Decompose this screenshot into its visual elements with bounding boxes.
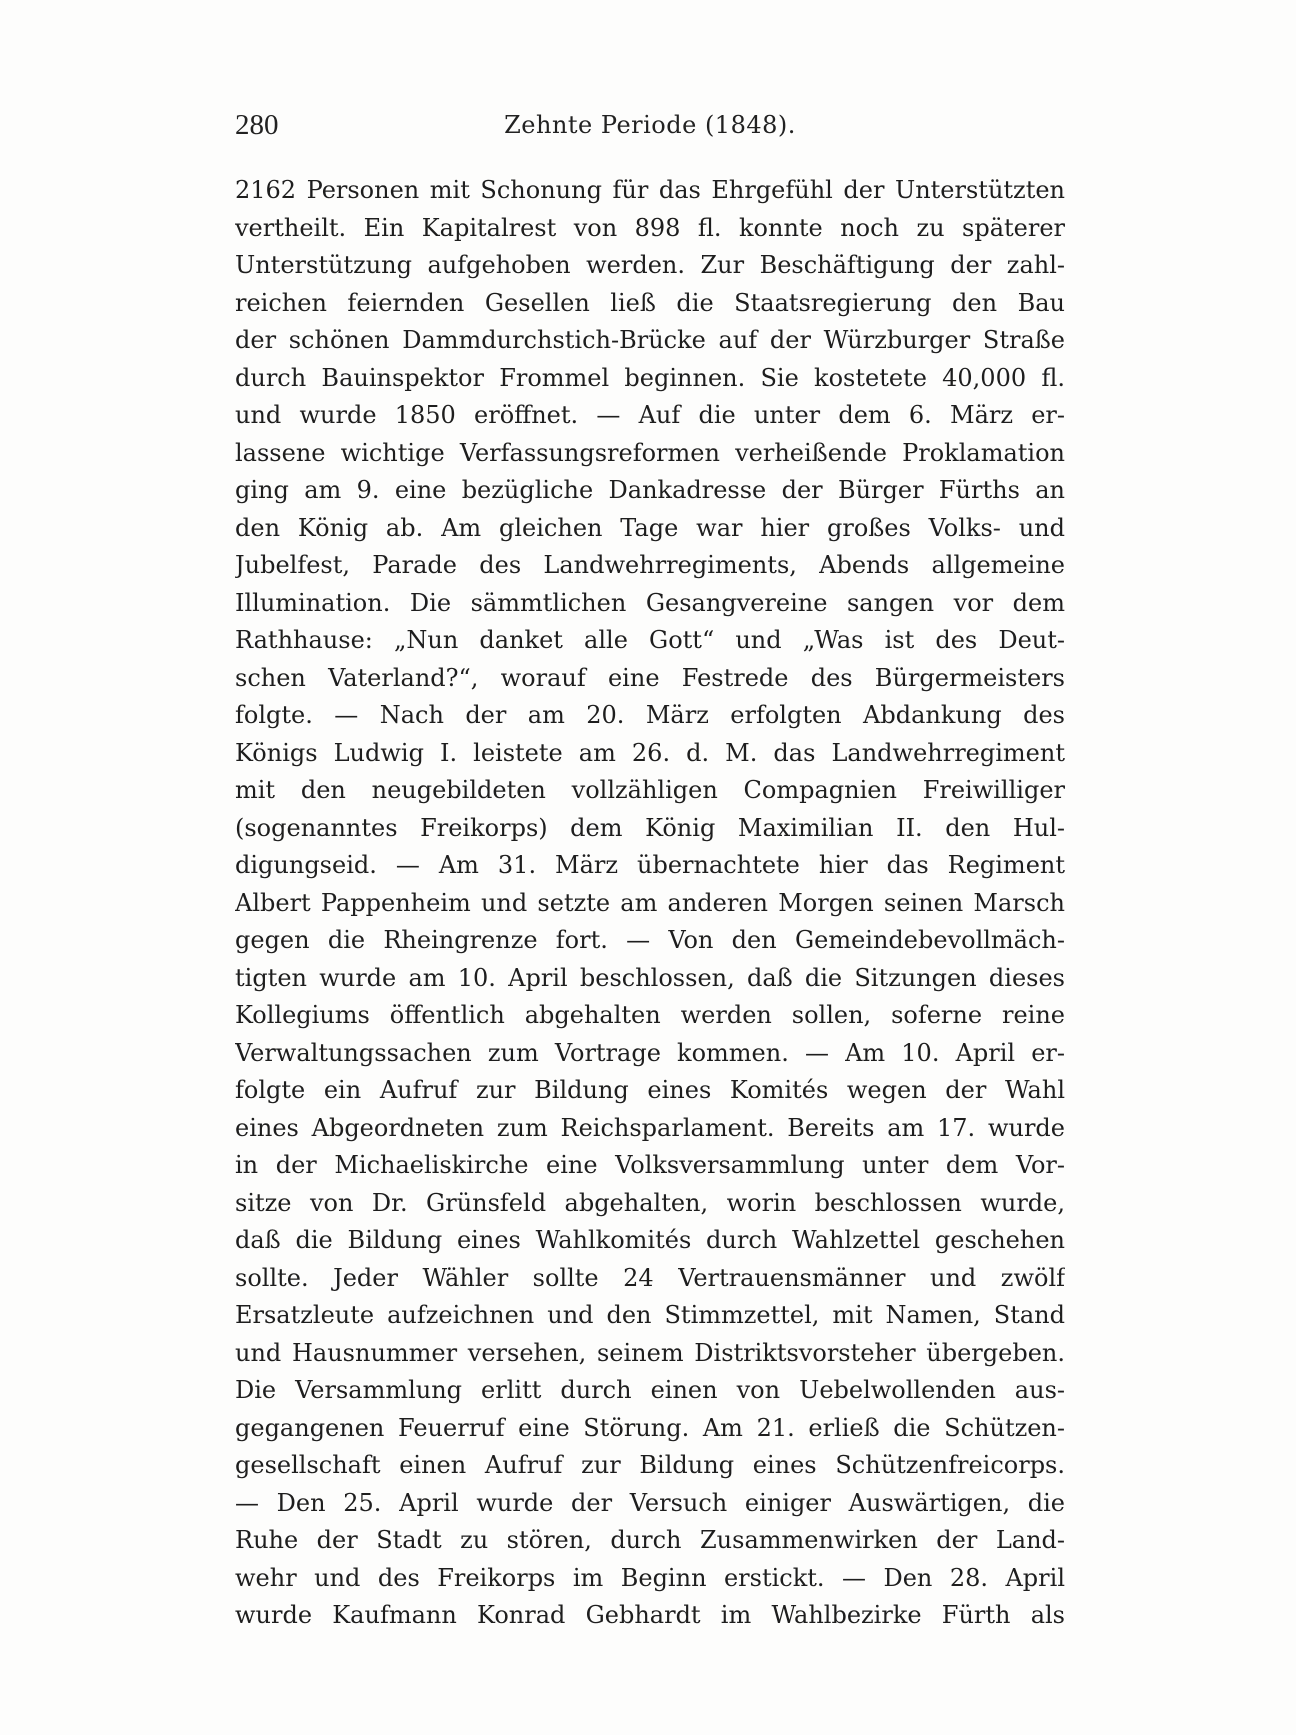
text-line: durch Bauinspektor Frommel beginnen. Sie kostetete 40,000 fl.: [235, 363, 1065, 392]
text-line: lassene wichtige Verfassungsreformen verheißende Proklamation: [235, 438, 1065, 467]
text-line: sitze von Dr. Grünsfeld abgehalten, worin beschlossen wurde,: [235, 1188, 1065, 1217]
text-line: Kollegiums öffentlich abgehalten werden sollen, soferne reine: [235, 1001, 1065, 1029]
text-line: Jubelfest, Parade des Landwehrregiments, Abends allgemeine: [235, 551, 1065, 579]
text-line: digungseid. — Am 31. März übernachtete hier das Regiment: [235, 851, 1065, 879]
text-line: wurde Kaufmann Konrad Gebhardt im Wahlbezirke Fürth als: [235, 1601, 1065, 1629]
text-line: Albert Pappenheim und setzte am anderen Morgen seinen Marsch: [235, 888, 1065, 917]
text-line: — Den 25. April wurde der Versuch einiger Auswärtigen, die: [235, 1488, 1065, 1517]
text-line: Ruhe der Stadt zu stören, durch Zusammenwirken der Land-: [235, 1526, 1065, 1554]
text-line: Unterstützung aufgehoben werden. Zur Beschäftigung der zahl-: [235, 251, 1065, 279]
page-number: 280: [235, 109, 279, 141]
running-head: Zehnte Periode (1848).: [504, 111, 796, 139]
text-line: mit den neugebildeten vollzähligen Compagnien Freiwilliger: [235, 776, 1065, 804]
text-line: gegen die Rheingrenze fort. — Von den Gemeindebevollmäch-: [235, 926, 1065, 954]
text-line: und wurde 1850 eröffnet. — Auf die unter dem 6. März er-: [235, 401, 1065, 429]
text-line: schen Vaterland?“, worauf eine Festrede des Bürgermeisters: [235, 663, 1065, 692]
text-line: Die Versammlung erlitt durch einen von Uebelwollenden aus-: [235, 1376, 1065, 1404]
text-line: wehr und des Freikorps im Beginn erstickt. — Den 28. April: [235, 1563, 1065, 1592]
text-line: folgte. — Nach der am 20. März erfolgten Abdankung des: [235, 701, 1065, 729]
text-line: in der Michaeliskirche eine Volksversammlung unter dem Vor-: [235, 1151, 1065, 1179]
text-line: Rathhause: „Nun danket alle Gott“ und „Was ist des Deut-: [235, 626, 1065, 654]
text-line: und Hausnummer versehen, seinem Distriktsvorsteher übergeben.: [235, 1338, 1065, 1367]
text-line: Ersatzleute aufzeichnen und den Stimmzettel, mit Namen, Stand: [235, 1301, 1065, 1329]
text-line: vertheilt. Ein Kapitalrest von 898 fl. konnte noch zu späterer: [235, 213, 1065, 242]
text-line: Verwaltungssachen zum Vortrage kommen. — Am 10. April er-: [235, 1038, 1065, 1067]
body-text: [235, 172, 1065, 1635]
text-line: der schönen Dammdurchstich-Brücke auf der Würzburger Straße: [235, 326, 1065, 354]
text-line: Königs Ludwig I. leistete am 26. d. M. das Landwehrregiment: [235, 738, 1065, 767]
text-line: (sogenanntes Freikorps) dem König Maximilian II. den Hul-: [235, 813, 1065, 842]
text-line: den König ab. Am gleichen Tage war hier großes Volks- und: [235, 513, 1065, 542]
text-line: reichen feiernden Gesellen ließ die Staatsregierung den Bau: [235, 288, 1065, 317]
text-line: tigten wurde am 10. April beschlossen, daß die Sitzungen dieses: [235, 963, 1065, 992]
text-line: gegangenen Feuerruf eine Störung. Am 21. erließ die Schützen-: [235, 1413, 1065, 1442]
text-line: 2162 Personen mit Schonung für das Ehrgefühl der Unterstützten: [235, 176, 1065, 204]
text-line: sollte. Jeder Wähler sollte 24 Vertrauensmänner und zwölf: [235, 1263, 1065, 1292]
text-line: Illumination. Die sämmtlichen Gesangvereine sangen vor dem: [235, 588, 1065, 617]
text-line: gesellschaft einen Aufruf zur Bildung eines Schützenfreicorps.: [235, 1451, 1065, 1479]
text-line: folgte ein Aufruf zur Bildung eines Komités wegen der Wahl: [235, 1076, 1065, 1104]
page-header: [235, 105, 1065, 145]
text-line: daß die Bildung eines Wahlkomités durch Wahlzettel geschehen: [235, 1226, 1065, 1254]
text-line: eines Abgeordneten zum Reichsparlament. Bereits am 17. wurde: [235, 1113, 1065, 1142]
text-line: ging am 9. eine bezügliche Dankadresse der Bürger Fürths an: [235, 476, 1065, 504]
